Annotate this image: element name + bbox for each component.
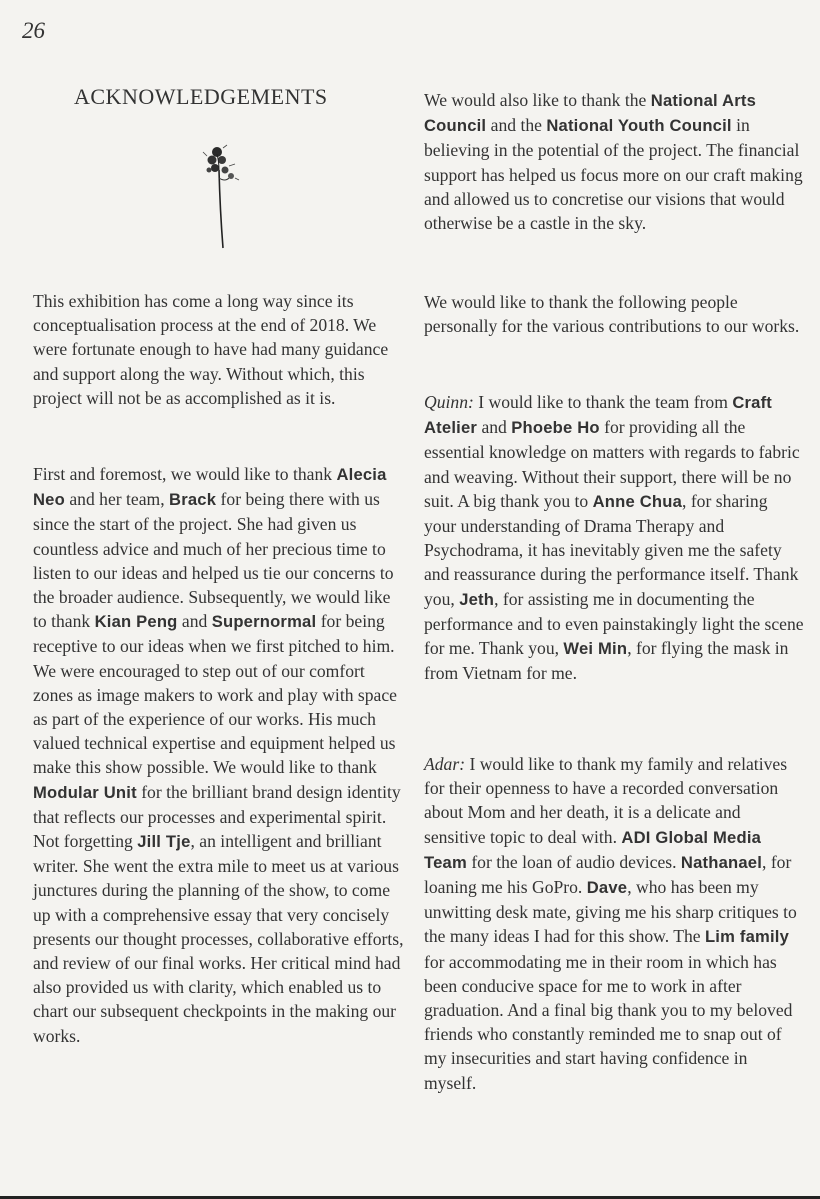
adar-paragraph <box>424 752 804 1095</box>
intro-paragraph <box>33 289 408 410</box>
text-run: for being receptive to our ideas when we first pitched to him. We were encouraged to step out of our comfort zones as image makers to work and play with space as part of the experience of our works. His much valued technical expertise and equipment helped us make this show possible. We would like to thank <box>33 611 397 778</box>
name-supernormal: Supernormal <box>211 612 317 632</box>
adar-text <box>424 752 804 1095</box>
text-run: We would also like to thank the <box>424 90 651 110</box>
council-paragraph <box>424 88 804 235</box>
thanks-paragraph-1-text <box>33 462 408 1048</box>
intro-text: This exhibition has come a long way since its conceptualisation process at the end of 2018. We were fortunate enough to have had many guidance and support along the way. Without which, this project will not be as accomplished as it is. <box>33 291 389 408</box>
quinn-label: Quinn: <box>424 392 474 412</box>
name-dave: Dave <box>586 878 628 898</box>
council-text <box>424 88 804 235</box>
name-craft-atelier: Craft Atelier <box>424 393 773 438</box>
page-number: 26 <box>22 18 45 43</box>
quinn-text <box>424 390 804 685</box>
text-run: , for assisting me in documenting the performance and to even painstakingly light the scene for me. Thank you, <box>424 588 804 659</box>
page-title: ACKNOWLEDGEMENTS <box>74 84 328 109</box>
name-brack: Brack <box>169 490 217 510</box>
text-run: and <box>477 417 512 438</box>
name-modular-unit: Modular Unit <box>33 782 137 802</box>
text-run: for accommodating me in their room in which has been conducive space for me to work in after graduation. And a final big thank you to my beloved friends who constantly reminded me to snap out of my insecurities and start having confidence in myself. <box>424 951 793 1093</box>
text-run: and <box>177 611 212 632</box>
name-kian-peng: Kian Peng <box>94 612 178 632</box>
text-run: , who has been my unwitting desk mate, giving me his sharp critiques to the many ideas I had for this show. The <box>424 877 797 947</box>
text-run: for the brilliant brand design identity that reflects our processes and experimental spirit. Not forgetting <box>33 781 401 852</box>
dried-flower-icon <box>195 140 245 252</box>
name-wei-min: Wei Min <box>563 639 628 659</box>
text-run: and the <box>486 115 547 136</box>
quinn-paragraph <box>424 390 804 685</box>
text-run: , an intelligent and brilliant writer. She went the extra mile to meet us at various junctures during the planning of the show, to come up with a comprehensive essay that very concisely presents our thought processes, collaborative efforts, and review of our final works. Her critical mind had also provided us with clarity, which enabled us to chart our subsequent checkpoints in the making our works. <box>33 831 404 1046</box>
text-run: , for loaning me his GoPro. <box>424 851 792 898</box>
name-jeth: Jeth <box>459 589 495 609</box>
thanks-paragraph-1 <box>33 462 408 1048</box>
text-run: , for sharing your understanding of Drama Therapy and Psychodrama, it has inevitably given me the safety and reassurance during the performance itself. Thank you, <box>424 490 799 609</box>
name-jill-tje: Jill Tje <box>137 832 191 852</box>
text-run: I would like to thank my family and relatives for their openness to have a recorded conversation about Mom and her death, it is a delicate and sensitive topic to deal with. <box>424 754 788 847</box>
adar-label: Adar: <box>424 754 466 774</box>
name-alecia-neo: Alecia Neo <box>33 465 387 510</box>
text-run: First and foremost, we would like to thank <box>33 464 337 484</box>
text-run: I would like to thank the team from <box>473 392 733 412</box>
following-text: We would like to thank the following people personally for the various contributions to our works. <box>424 292 800 337</box>
name-national-arts-council: National Arts Council <box>424 91 757 136</box>
name-national-youth-council: National Youth Council <box>546 116 732 136</box>
name-lim-family: Lim family <box>704 927 790 947</box>
text-run: and her team, <box>64 489 170 510</box>
text-run: in believing in the potential of the project. The financial support has helped us focus more on our craft making and allowed us to concretise our visions that would otherwise be a castle in the sky. <box>424 115 803 234</box>
text-run: for the loan of audio devices. <box>466 851 681 872</box>
following-paragraph <box>424 290 804 338</box>
name-nathanael: Nathanael <box>680 852 763 872</box>
text-run: for being there with us since the start of the project. She had given us countless advice and much of her precious time to listen to our ideas and helped us tie our concerns to the broader audience. Subsequently, we would like to thank <box>33 489 394 632</box>
text-run: for providing all the essential knowledge on matters with regards to fabric and weaving. Without their support, there will be no suit. A big thank you to <box>424 417 800 511</box>
name-anne-chua: Anne Chua <box>592 491 683 511</box>
text-run: , for flying the mask in from Vietnam for me. <box>424 638 789 684</box>
name-phoebe-ho: Phoebe Ho <box>511 418 600 438</box>
name-adi-global-media-team: ADI Global Media Team <box>424 827 762 872</box>
